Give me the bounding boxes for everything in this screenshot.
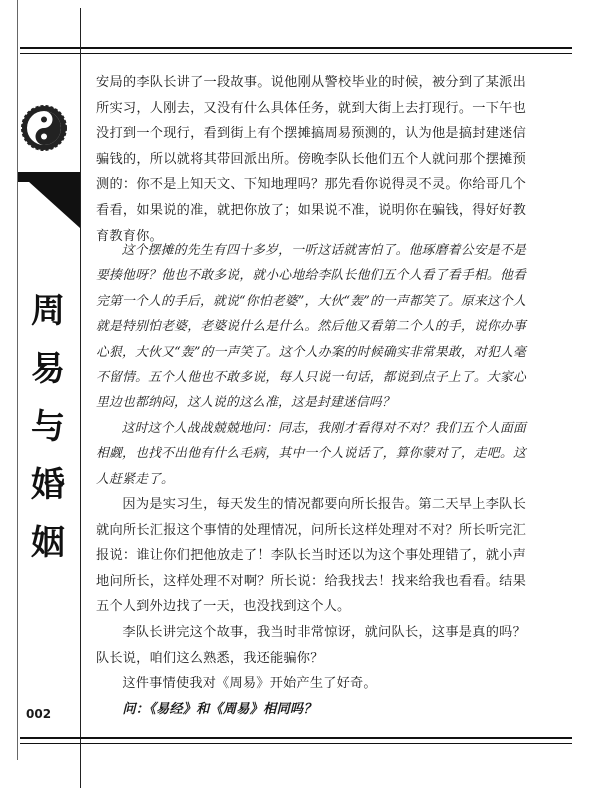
side-title-char: 姻 (31, 523, 65, 563)
paragraph: 这时这个人战战兢兢地问：同志，我刚才看得对不对？我们五个人面面相觑，也找不出他有什么毛病，其中一个人说话了，算你蒙对了，走吧。这人赶紧走了。 (96, 420, 526, 487)
side-title (28, 282, 68, 572)
paragraph: 安局的李队长讲了一段故事。说他刚从警校毕业的时候，被分到了某派出所实习，人刚去，又没有什么具体任务，就到大街上去打现行。一下午也没打到一个现行，看到街上有个摆摊搞周易预测的，认为他是搞封建迷信骗钱的，所以就将其带回派出所。傍晚李队长他们五个人就问那个摆摊预测的：你不是上知天文、下知地理吗？那先看你说得灵不灵。你给哥几个看看，如果说的准，就把你放了；如果说不准，说明你在骗钱，得好好教育教育你。 (96, 75, 526, 244)
bottom-rule-thin (20, 743, 572, 744)
paragraph: 因为是实习生，每天发生的情况都要向所长报告。第二天早上李队长就向所长汇报这个事情的处理情况，问所长这样处理对不对？所长听完汇报说：谁让你们把他放走了！李队长当时还以为这个事处理错了，就小声地问所长，这样处理不对啊？所长说：给我找去！找来给我也看看。结果五个人到外边找了一天，也没找到这个人。 (96, 497, 526, 615)
margin-divider (80, 8, 81, 788)
text-block-3 (96, 492, 526, 722)
page-number: 002 (26, 707, 52, 721)
paragraph: 这个摆摊的先生有四十多岁，一听这话就害怕了。他琢磨着公安是不是要揍他呀？他也不敢多说，就小心地给李队长他们五个人看了看手相。他看完第一个人的手后，就说“你怕老婆”，大伙“轰”的一声都笑了。原来这个人就是特别怕老婆，老婆说什么是什么。然后他又看第二个人的手，说你办事心狠，大伙又“轰”的一声笑了。这个人办案的时候确实非常果敢，对犯人毫不留情。五个人他也不敢多说，每人只说一句话，都说到点子上了。大家心里边也都纳闷，这人说的这么准，这是封建迷信吗？ (96, 243, 526, 411)
question-heading: 问：《易经》和《周易》相同吗？ (122, 701, 317, 717)
side-title-char: 易 (31, 349, 65, 389)
top-rule (20, 47, 572, 49)
paragraph: 这件事情使我对《周易》开始产生了好奇。 (122, 676, 377, 692)
text-block-1 (96, 70, 526, 249)
side-title-char: 婚 (31, 465, 65, 505)
bottom-rule (20, 737, 572, 739)
side-title-char: 周 (31, 291, 65, 331)
paragraph: 李队长讲完这个故事，我当时非常惊讶，就问队长，这事是真的吗？队长说，咱们这么熟悉，我还能骗你？ (96, 624, 526, 666)
top-rule-thin (20, 53, 572, 54)
black-wedge-decoration (18, 172, 80, 228)
text-block-2 (96, 238, 526, 492)
left-edge-line (17, 0, 18, 760)
side-title-char: 与 (31, 407, 65, 447)
taiji-emblem-icon (20, 104, 68, 152)
